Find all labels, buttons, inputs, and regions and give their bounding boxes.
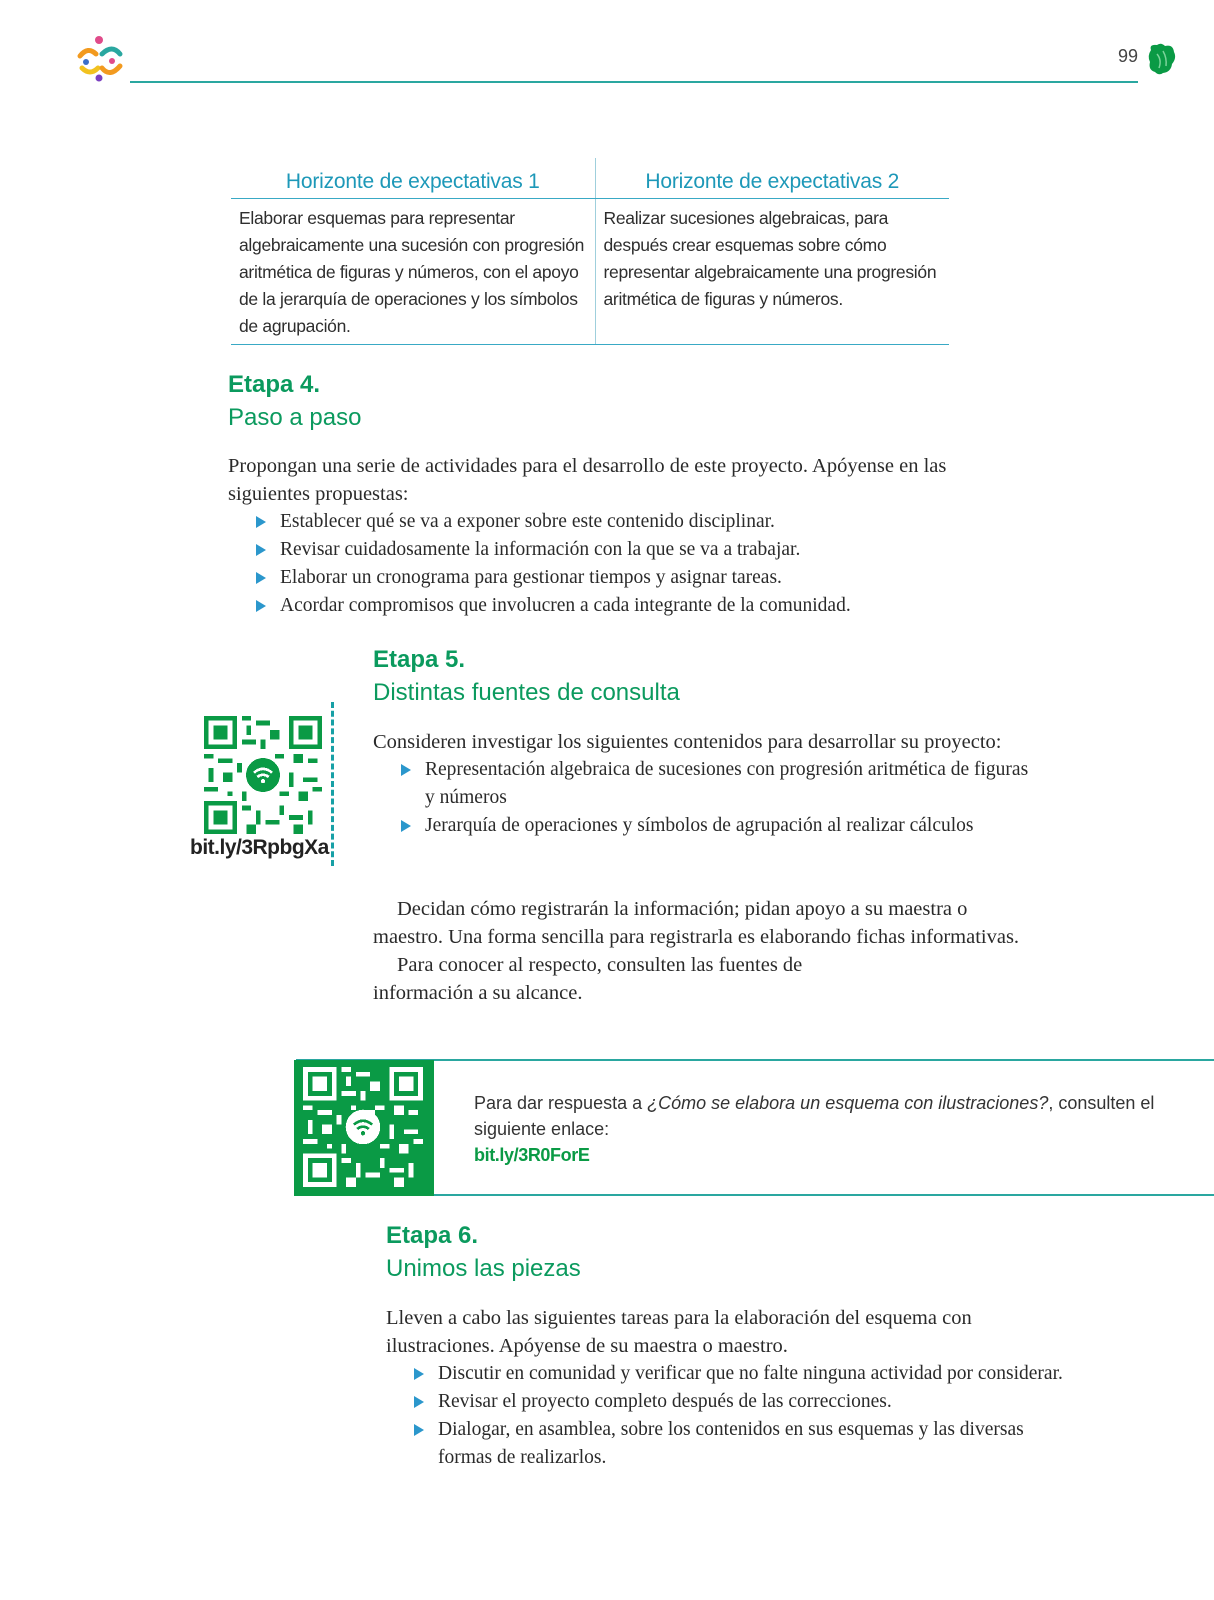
- stage4-number: Etapa 4.: [228, 371, 321, 398]
- page-corner-leaf-icon: [1147, 42, 1177, 76]
- stage4-body: [228, 452, 948, 620]
- page-number: 99: [1118, 46, 1139, 66]
- qr-link-label[interactable]: bit.ly/3RpbgXa: [190, 836, 329, 859]
- stage5-paragraph-1: Decidan cómo registrarán la información; pidan apoyo a su maestra o maestro. Una forma sencilla para registrarla es elaborando fichas informativas.: [373, 898, 1020, 948]
- stage5-paragraphs: [373, 895, 1033, 1007]
- bullet-triangle-icon: [401, 764, 411, 776]
- stage4-intro: Propongan una serie de actividades para el desarrollo de este proyecto. Apóyense en las siguientes propuestas:: [228, 455, 947, 505]
- expectation-header-2: Horizonte de expectativas 2: [595, 158, 949, 198]
- list-item: Establecer qué se va a exponer sobre este contenido disciplinar.: [256, 508, 948, 536]
- stage6-intro: Lleven a cabo las siguientes tareas para la elaboración del esquema con ilustraciones. Apóyense de su maestra o maestro.: [386, 1307, 972, 1357]
- bullet-triangle-icon: [414, 1424, 424, 1436]
- qr-code-icon[interactable]: [204, 716, 322, 834]
- stage6-heading: [386, 1219, 581, 1285]
- stage5-intro: Consideren investigar los siguientes contenidos para desarrollar su proyecto:: [373, 731, 1002, 753]
- bullet-triangle-icon: [401, 820, 411, 832]
- list-item: Dialogar, en asamblea, sobre los contenidos en sus esquemas y las diversas formas de realizarlos.: [414, 1416, 1064, 1472]
- callout-link[interactable]: bit.ly/3R0ForE: [474, 1145, 590, 1165]
- expectation-cell-1: Elaborar esquemas para representar algebraicamente una sucesión con progresión aritmética de figuras y números, con el apoyo de la jerarquía de operaciones y los símbolos de agrupación.: [231, 198, 595, 344]
- callout-question: ¿Cómo se elabora un esquema con ilustraciones?: [647, 1093, 1049, 1113]
- list-item: Jerarquía de operaciones y símbolos de agrupación al realizar cálculos: [401, 812, 1033, 840]
- stage5-number: Etapa 5.: [373, 646, 466, 673]
- bullet-triangle-icon: [256, 572, 266, 584]
- bullet-triangle-icon: [256, 600, 266, 612]
- qr-code-icon[interactable]: [303, 1067, 423, 1187]
- bullet-triangle-icon: [256, 516, 266, 528]
- expectations-table: [231, 158, 949, 345]
- expectation-cell-2: Realizar sucesiones algebraicas, para después crear esquemas sobre cómo representar algebraicamente una progresión aritmética de figuras y números.: [595, 198, 949, 344]
- list-item: Acordar compromisos que involucren a cada integrante de la comunidad.: [256, 592, 948, 620]
- expectation-header-1: Horizonte de expectativas 1: [231, 158, 595, 198]
- header-rule: [130, 81, 1138, 83]
- stage6-title: Unimos las piezas: [386, 1255, 581, 1282]
- stage4-heading: [228, 368, 361, 434]
- stage6-body: [386, 1304, 1063, 1472]
- stage5-body: [373, 728, 1033, 840]
- stage5-list: [401, 756, 1033, 840]
- bullet-triangle-icon: [414, 1396, 424, 1408]
- list-item: Revisar cuidadosamente la información con la que se va a trabajar.: [256, 536, 948, 564]
- stage6-list: [414, 1360, 1124, 1472]
- list-item: Revisar el proyecto completo después de las correcciones.: [414, 1388, 1124, 1416]
- bullet-triangle-icon: [414, 1368, 424, 1380]
- stage5-title: Distintas fuentes de consulta: [373, 679, 680, 706]
- stage6-number: Etapa 6.: [386, 1222, 479, 1249]
- stage4-list: [256, 508, 948, 620]
- bullet-triangle-icon: [256, 544, 266, 556]
- stage5-paragraph-2: Para conocer al respecto, consulten las fuentes de información a su alcance.: [373, 954, 803, 1004]
- stage4-title: Paso a paso: [228, 404, 362, 431]
- community-logo-icon: [72, 34, 128, 84]
- list-item: Representación algebraica de sucesiones con progresión aritmética de figuras y números: [401, 756, 1033, 812]
- callout-text: Para dar respuesta a ¿Cómo se elabora un esquema con ilustraciones?, consulten el siguiente enlace: bit.ly/3R0ForE: [474, 1093, 1155, 1165]
- stage5-heading: [373, 643, 680, 709]
- list-item: Discutir en comunidad y verificar que no falte ninguna actividad por considerar.: [414, 1360, 1124, 1388]
- list-item: Elaborar un cronograma para gestionar tiempos y asignar tareas.: [256, 564, 948, 592]
- dashed-divider: [331, 702, 334, 866]
